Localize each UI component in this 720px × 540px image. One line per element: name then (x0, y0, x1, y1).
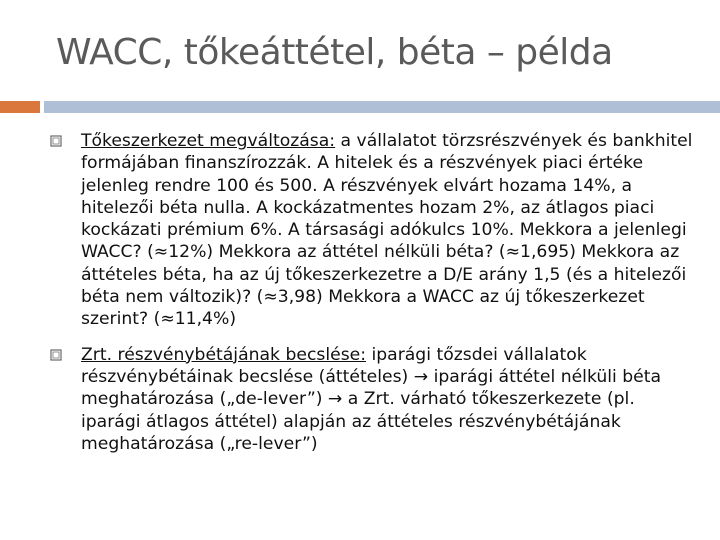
square-bullet-icon (50, 349, 62, 361)
bullet-body-text: iparági tőzsdei vállalatok részvénybétáinak becslése (áttételes) → iparági áttétel nélküli béta meghatározása („de-lever”) → a Zrt. várható tőkeszerkezete (pl. iparági átlagos áttétel) alapján az áttételes részvénybétájának meghatározása („re-lever”) (81, 344, 662, 454)
bullet-item-beta-estimation (48, 344, 696, 455)
slide-title: WACC, tőkeáttétel, béta – példa (56, 32, 613, 73)
square-bullet-icon (50, 135, 62, 147)
bullet-lead-text: Zrt. részvénybétájának becslése: (81, 344, 367, 365)
bullet-body-text: a vállalatot törzsrészvények és bankhitel formájában finanszírozzák. A hitelek és a részvények piaci értéke jelenleg rendre 100 és 500. A részvények elvárt hozama 14%, a hitelezői béta nulla. A kockázatmentes hozam 2%, az átlagos piaci kockázati prémium 6%. A társasági adókulcs 10%. Mekkora a jelenlegi WACC? (≈12%) Mekkora az áttétel nélküli béta? (≈1,695) Mekkora az áttételes béta, ha az új tőkeszerkezetre a D/E arány 1,5 (és a hitelezői béta nem változik)? (≈3,98) Mekkora a WACC az új tőkeszerkezet szerint? (≈11,4%) (81, 131, 693, 330)
title-rule-bar (44, 101, 720, 113)
bullet-item-capital-structure (48, 130, 696, 331)
bullet-lead-text: Tőkeszerkezet megváltozása: (81, 131, 336, 151)
title-accent-bar (0, 101, 40, 113)
bullet-list (48, 130, 696, 455)
